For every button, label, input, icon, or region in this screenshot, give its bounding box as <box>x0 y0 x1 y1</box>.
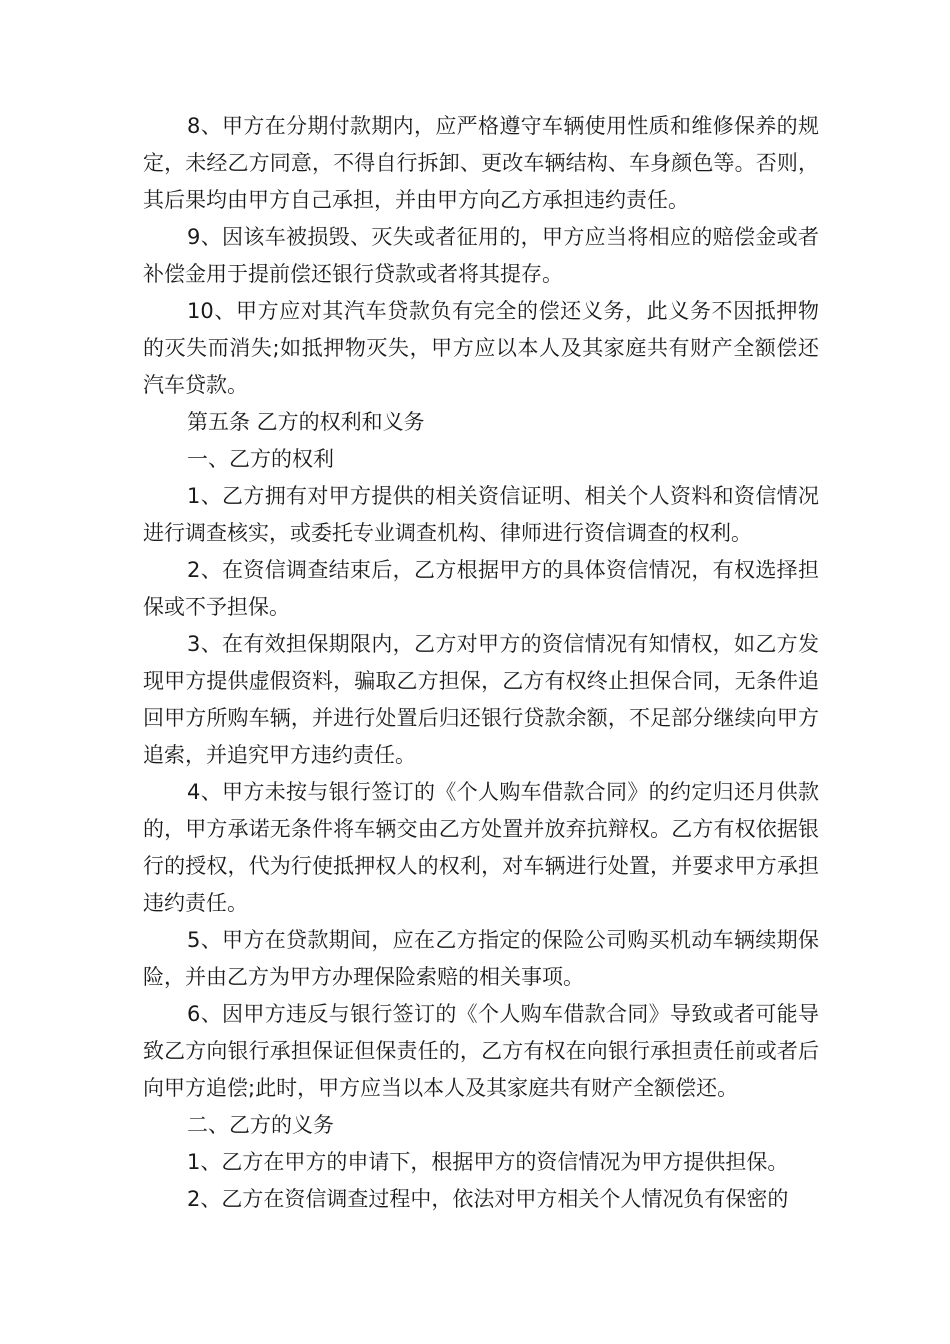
clause-paragraph: 2、乙方在资信调查过程中，依法对甲方相关个人情况负有保密的 <box>187 1187 789 1211</box>
clause-paragraph: 10、甲方应对其汽车贷款负有完全的偿还义务，此义务不因抵押物的灭失而消失;如抵押物灭失，甲方应以本人及其家庭共有财产全额偿还汽车贷款。 <box>143 299 819 397</box>
clause-paragraph: 5、甲方在贷款期间，应在乙方指定的保险公司购买机动车辆续期保险，并由乙方为甲方办理保险索赔的相关事项。 <box>143 928 819 989</box>
clause-paragraph: 1、乙方在甲方的申请下，根据甲方的资信情况为甲方提供担保。 <box>187 1150 789 1174</box>
clause-paragraph: 2、在资信调查结束后，乙方根据甲方的具体资信情况，有权选择担保或不予担保。 <box>143 558 819 619</box>
clause-paragraph: 6、因甲方违反与银行签订的《个人购车借款合同》导致或者可能导致乙方向银行承担保证但保责任的，乙方有权在向银行承担责任前或者后向甲方追偿;此时，甲方应当以本人及其家庭共有财产全额偿还。 <box>143 1002 819 1100</box>
article-heading: 第五条 乙方的权利和义务 <box>187 410 425 434</box>
section-heading: 一、乙方的权利 <box>187 447 334 471</box>
document-body <box>143 108 819 1218</box>
section-heading: 二、乙方的义务 <box>187 1113 334 1137</box>
clause-paragraph: 4、甲方未按与银行签订的《个人购车借款合同》的约定归还月供款的，甲方承诺无条件将车辆交由乙方处置并放弃抗辩权。乙方有权依据银行的授权，代为行使抵押权人的权利，对车辆进行处置，并要求甲方承担违约责任。 <box>143 780 819 915</box>
clause-paragraph: 9、因该车被损毁、灭失或者征用的，甲方应当将相应的赔偿金或者补偿金用于提前偿还银行贷款或者将其提存。 <box>143 225 819 286</box>
clause-paragraph: 3、在有效担保期限内，乙方对甲方的资信情况有知情权，如乙方发现甲方提供虚假资料，骗取乙方担保，乙方有权终止担保合同，无条件追回甲方所购车辆，并进行处置后归还银行贷款余额，不足部分继续向甲方追索，并追究甲方违约责任。 <box>143 632 819 767</box>
clause-paragraph: 1、乙方拥有对甲方提供的相关资信证明、相关个人资料和资信情况进行调查核实，或委托专业调查机构、律师进行资信调查的权利。 <box>143 484 819 545</box>
clause-paragraph: 8、甲方在分期付款期内，应严格遵守车辆使用性质和维修保养的规定，未经乙方同意，不得自行拆卸、更改车辆结构、车身颜色等。否则，其后果均由甲方自己承担，并由甲方向乙方承担违约责任。 <box>143 114 819 212</box>
